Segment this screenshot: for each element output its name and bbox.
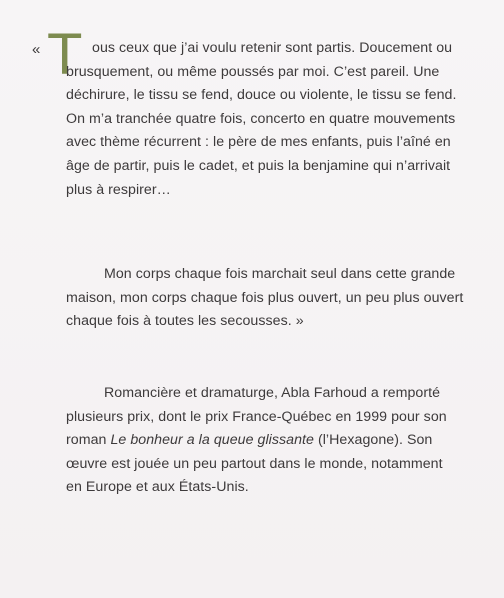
quote-line: brusquement, ou même poussés par moi. C’est pareil. Une — [66, 63, 440, 80]
quote-line: maison, mon corps chaque fois plus ouvert, un peu plus ouvert — [66, 289, 464, 306]
bio-line: œuvre est jouée un peu partout dans le monde, notamment — [66, 455, 443, 472]
quote-line: ous ceux que j’ai voulu retenir sont partis. Doucement ou — [92, 40, 453, 56]
quote-paragraph-1 — [66, 37, 476, 202]
bio-text: (l’Hexagone). Son — [313, 432, 433, 449]
author-bio-paragraph — [66, 382, 476, 500]
book-title: Le bonheur a la queue glissante — [110, 432, 314, 449]
quote-line: plus à respirer… — [66, 181, 171, 198]
bio-line: plusieurs prix, dont le prix France-Québec en 1999 pour son — [66, 408, 447, 425]
bio-text: roman — [66, 432, 111, 449]
quote-line: avec thème récurrent : le père de mes enfants, puis l’aîné en — [66, 134, 451, 151]
quote-line: chaque fois à toutes les secousses. » — [66, 313, 304, 330]
drop-cap-letter: T — [47, 22, 83, 87]
quote-line: âge de partir, puis le cadet, et puis la benjamine qui n’arrivait — [66, 157, 451, 174]
quote-line: On m’a tranchée quatre fois, concerto en quatre mouvements — [66, 110, 456, 127]
bio-line: en Europe et aux États-Unis. — [66, 479, 249, 496]
quote-paragraph-2 — [66, 263, 476, 334]
quote-line: Mon corps chaque fois marchait seul dans cette grande — [104, 266, 456, 282]
quote-line: déchirure, le tissu se fend, douce ou violente, le tissu se fend. — [66, 87, 457, 104]
bio-line: Romancière et dramaturge, Abla Farhoud a remporté — [104, 385, 441, 401]
opening-quote-mark: « — [32, 41, 41, 58]
bio-line — [66, 429, 476, 453]
